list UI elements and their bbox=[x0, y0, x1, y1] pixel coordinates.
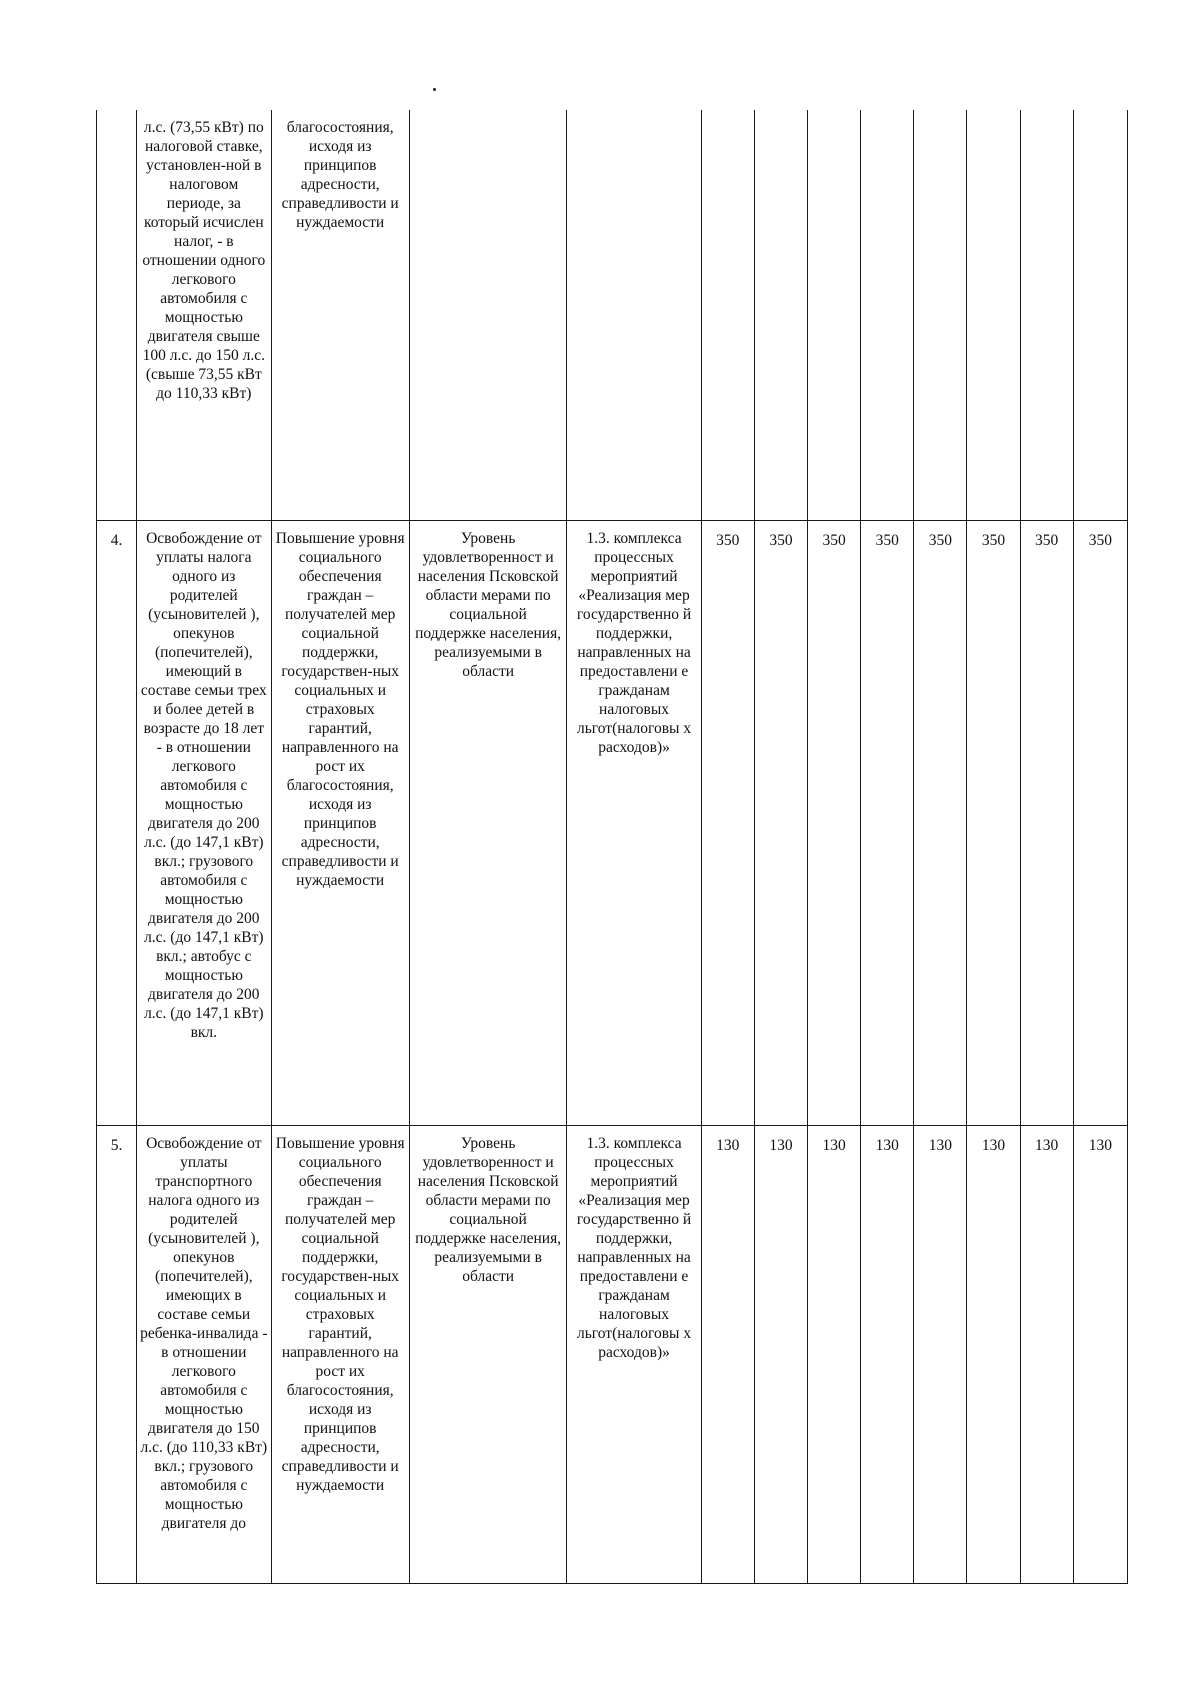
cell-exemption-continued: л.с. (73,55 кВт) по налоговой ставке, установлен-ной в налоговом периоде, за который исчислен налог, - в отношении одного легкового автомобиля с мощностью двигателя свыше 100 л.с. до 150 л.с.(свыше 73,55 кВт до 110,33 кВт) bbox=[137, 110, 271, 520]
value-cell: 350 bbox=[754, 520, 807, 1125]
value-cell: 350 bbox=[1020, 520, 1073, 1125]
cell-indicator: Уровень удовлетворенност и населения Псковской области мерами по социальной поддержке населения, реализуемыми в области bbox=[409, 520, 566, 1125]
value-cell: 130 bbox=[701, 1125, 754, 1583]
cell-program bbox=[567, 110, 701, 520]
table-row-4 bbox=[97, 520, 1128, 1125]
value-cell: 350 bbox=[1073, 520, 1127, 1125]
cell-indicator bbox=[409, 110, 566, 520]
value-cell: 130 bbox=[1020, 1125, 1073, 1583]
row-number: 4. bbox=[97, 520, 137, 1125]
table-row-continued bbox=[97, 110, 1128, 520]
stray-dot bbox=[433, 88, 436, 91]
row-number: 5. bbox=[97, 1125, 137, 1583]
cell-exemption: Освобождение от уплаты налога одного из родителей (усыновителей ), опекунов (попечителей), имеющий в составе семьи трех и более детей в возрасте до 18 лет - в отношении легкового автомобиля с мощностью двигателя до 200 л.с. (до 147,1 кВт) вкл.; грузового автомобиля с мощностью двигателя до 200 л.с. (до 147,1 кВт) вкл.; автобус с мощностью двигателя до 200 л.с. (до 147,1 кВт) вкл. bbox=[137, 520, 271, 1125]
tax-exemptions-table bbox=[96, 110, 1128, 1584]
table-row-5 bbox=[97, 1125, 1128, 1583]
cell-indicator: Уровень удовлетворенност и населения Псковской области мерами по социальной поддержке населения, реализуемыми в области bbox=[409, 1125, 566, 1583]
cell-program: 1.3. комплекса процессных мероприятий «Реализация мер государственно й поддержки, направленных на предоставлени е гражданам налоговых льгот(налоговы х расходов)» bbox=[567, 520, 701, 1125]
cell-goal: Повышение уровня социального обеспечения граждан – получателей мер социальной поддержки, государствен-ных социальных и страховых гарантий, направленного на рост их благосостояния, исходя из принципов адресности, справедливости и нуждаемости bbox=[271, 1125, 409, 1583]
value-cell: 130 bbox=[914, 1125, 967, 1583]
cell-exemption: Освобождение от уплаты транспортного налога одного из родителей (усыновителей ), опекунов (попечителей), имеющих в составе семьи ребенка-инвалида - в отношении легкового автомобиля с мощностью двигателя до 150 л.с. (до 110,33 кВт) вкл.; грузового автомобиля с мощностью двигателя до bbox=[137, 1125, 271, 1583]
value-cell: 350 bbox=[914, 520, 967, 1125]
value-cell: 130 bbox=[1073, 1125, 1127, 1583]
value-cell: 130 bbox=[754, 1125, 807, 1583]
cell-goal: Повышение уровня социального обеспечения граждан – получателей мер социальной поддержки, государствен-ных социальных и страховых гарантий, направленного на рост их благосостояния, исходя из принципов адресности, справедливости и нуждаемости bbox=[271, 520, 409, 1125]
cell-goal-continued: благосостояния, исходя из принципов адресности, справедливости и нуждаемости bbox=[271, 110, 409, 520]
value-cell: 350 bbox=[701, 520, 754, 1125]
value-cell: 130 bbox=[808, 1125, 861, 1583]
value-cell: 350 bbox=[861, 520, 914, 1125]
cell-number bbox=[97, 110, 137, 520]
value-cell: 350 bbox=[967, 520, 1020, 1125]
value-cell: 130 bbox=[967, 1125, 1020, 1583]
value-cell: 130 bbox=[861, 1125, 914, 1583]
value-cell: 350 bbox=[808, 520, 861, 1125]
cell-program: 1.3. комплекса процессных мероприятий «Реализация мер государственно й поддержки, направленных на предоставлени е гражданам налоговых льгот(налоговы х расходов)» bbox=[567, 1125, 701, 1583]
